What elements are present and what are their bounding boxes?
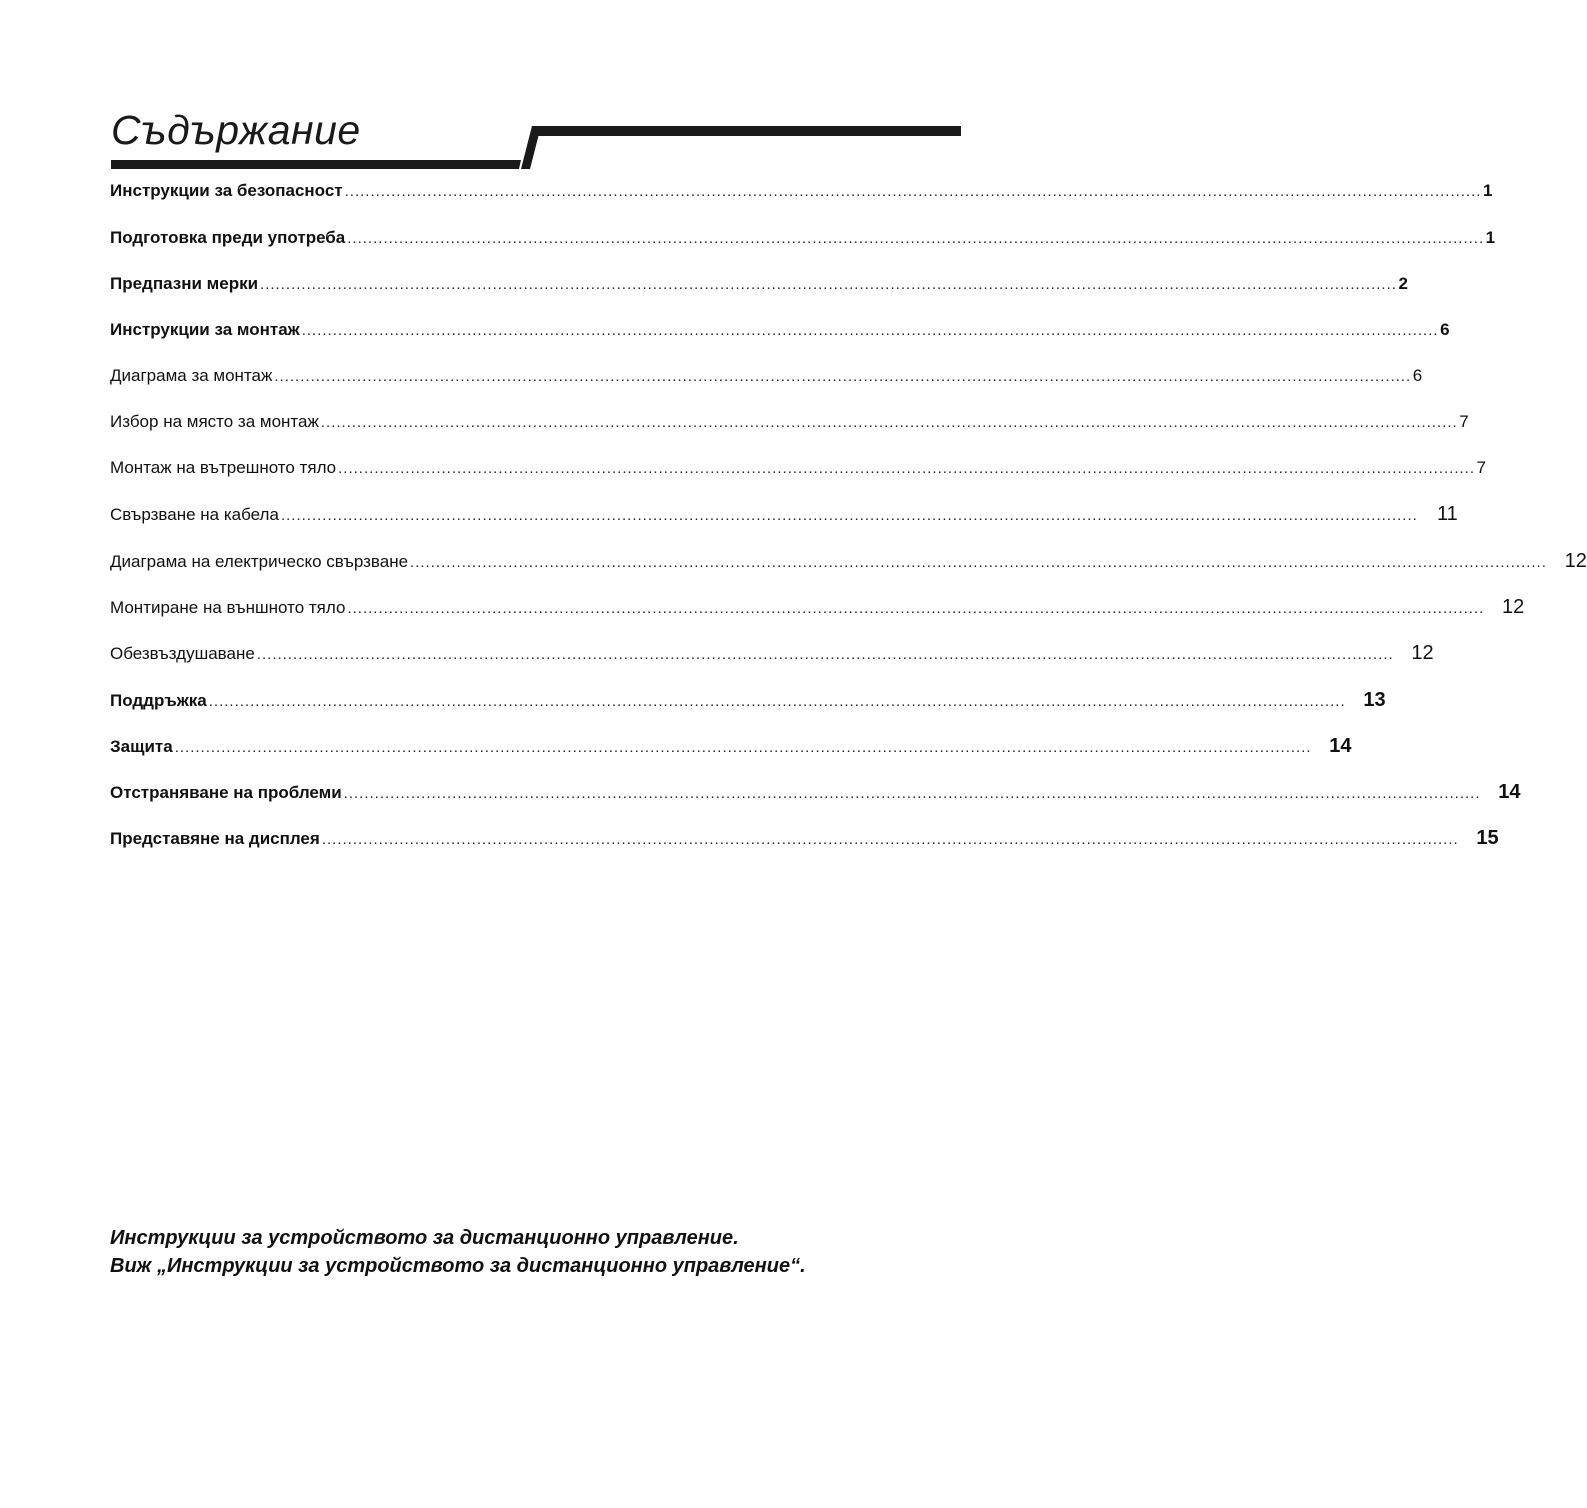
toc-entry-label: Отстраняване на проблеми xyxy=(110,783,342,802)
toc-dot-leader: ............................................................................................................................................................................................................................ xyxy=(256,646,1394,663)
remote-note-line-1: Инструкции за устройството за дистанционно управление. xyxy=(110,1227,739,1249)
toc-dot-leader: ............................................................................................................................................................................................................................ xyxy=(301,322,1439,339)
toc-entry-page-number: 6 xyxy=(1440,320,1450,339)
toc-entry[interactable] xyxy=(110,315,1450,345)
toc-entry[interactable] xyxy=(110,777,1521,807)
toc-entry-page-number: 6 xyxy=(1412,366,1423,385)
toc-entry-label: Представяне на дисплея xyxy=(110,829,320,848)
toc-entry-label: Поддръжка xyxy=(110,691,207,710)
toc-entry-label: Избор на място за монтаж xyxy=(110,412,319,431)
remote-control-note xyxy=(110,1224,970,1280)
remote-note-line-2: Виж „Инструкции за устройството за дистанционно управление“. xyxy=(110,1255,806,1277)
toc-entry[interactable] xyxy=(110,407,1469,437)
toc-entry[interactable] xyxy=(110,361,1423,391)
toc-entry[interactable] xyxy=(110,223,1496,253)
toc-entry-label: Монтиране на външното тяло xyxy=(110,598,346,617)
toc-dot-leader: ............................................................................................................................................................................................................................ xyxy=(343,785,1481,802)
title-underline-left xyxy=(111,160,521,169)
toc-entry[interactable] xyxy=(110,546,1587,576)
toc-dot-leader: ............................................................................................................................................................................................................................ xyxy=(347,600,1485,617)
toc-entry-page-number: 7 xyxy=(1459,412,1469,431)
toc-entry-page-number: 11 xyxy=(1437,503,1458,525)
toc-entry[interactable] xyxy=(110,731,1352,761)
toc-dot-leader: ............................................................................................................................................................................................................................ xyxy=(347,230,1485,247)
toc-dot-leader: ............................................................................................................................................................................................................................ xyxy=(208,693,1346,710)
toc-entry[interactable] xyxy=(110,453,1486,483)
toc-entry-page-number: 15 xyxy=(1476,827,1499,849)
toc-entry-page-number: 12 xyxy=(1502,596,1525,618)
toc-entry-label: Диаграма за монтаж xyxy=(110,366,273,385)
toc-entry-page-number: 14 xyxy=(1498,781,1521,803)
title-underline-right xyxy=(530,126,961,136)
toc-dot-leader: ............................................................................................................................................................................................................................ xyxy=(338,460,1475,477)
toc-dot-leader: ............................................................................................................................................................................................................................ xyxy=(174,739,1312,756)
toc-entry-page-number: 2 xyxy=(1398,274,1408,293)
toc-entry-label: Монтаж на вътрешното тяло xyxy=(110,458,337,477)
toc-entry[interactable] xyxy=(110,638,1434,668)
toc-entry-label: Обезвъздушаване xyxy=(110,644,255,663)
toc-entry-label: Диаграма на електрическо свързване xyxy=(110,552,409,571)
toc-dot-leader: ............................................................................................................................................................................................................................ xyxy=(410,554,1547,571)
toc-entry-label: Предпазни мерки xyxy=(110,274,259,293)
page-title: Съдържание xyxy=(111,107,361,153)
toc-dot-leader: ............................................................................................................................................................................................................................ xyxy=(320,414,1458,431)
toc-entry[interactable] xyxy=(110,823,1499,853)
toc-dot-leader: ............................................................................................................................................................................................................................ xyxy=(344,183,1482,200)
toc-dot-leader: ............................................................................................................................................................................................................................ xyxy=(260,276,1397,293)
toc-entry-page-number: 1 xyxy=(1485,228,1496,247)
toc-entry[interactable] xyxy=(110,499,1458,529)
toc-entry-page-number: 7 xyxy=(1476,458,1486,477)
toc-dot-leader: ............................................................................................................................................................................................................................ xyxy=(321,831,1459,848)
toc-entry-page-number: 1 xyxy=(1483,181,1493,200)
toc-entry-label: Инструкции за безопасност xyxy=(110,181,343,200)
toc-dot-leader: ............................................................................................................................................................................................................................ xyxy=(280,507,1418,524)
toc-entry-label: Свързване на кабела xyxy=(110,505,279,524)
toc-entry-page-number: 12 xyxy=(1411,642,1434,664)
title-underline-bar xyxy=(0,0,1083,200)
toc-entry-page-number: 14 xyxy=(1329,735,1352,757)
toc-entry[interactable] xyxy=(110,592,1525,622)
toc-entry-page-number: 13 xyxy=(1363,689,1386,711)
toc-entry-label: Защита xyxy=(110,737,173,756)
toc-entry-label: Подготовка преди употреба xyxy=(110,228,346,247)
toc-entry[interactable] xyxy=(110,685,1386,715)
toc-entry[interactable] xyxy=(110,269,1408,299)
toc-entry[interactable] xyxy=(110,176,1493,206)
toc-dot-leader: ............................................................................................................................................................................................................................ xyxy=(274,368,1412,385)
toc-entry-label: Инструкции за монтаж xyxy=(110,320,300,339)
toc-entry-page-number: 12 xyxy=(1564,550,1587,572)
